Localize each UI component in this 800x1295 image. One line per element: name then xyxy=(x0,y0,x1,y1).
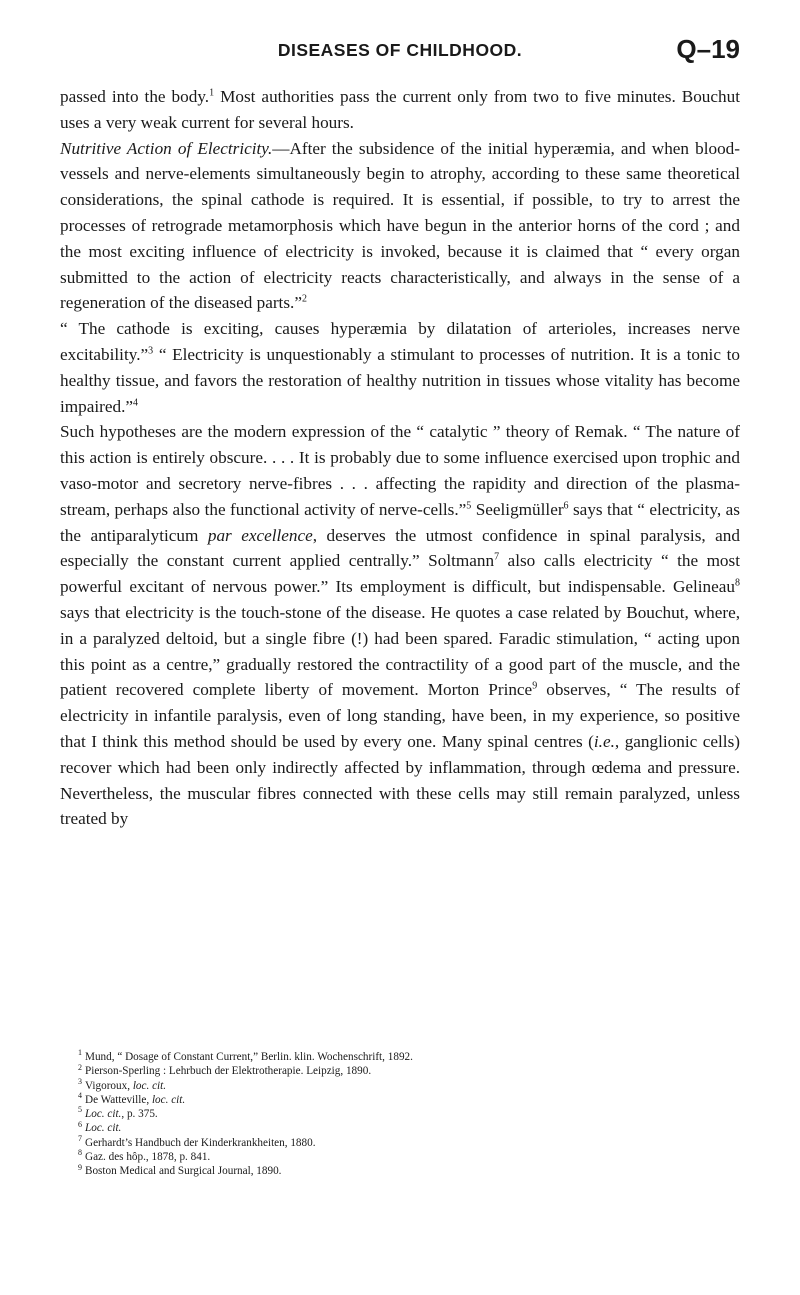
footnote: $^6$ Loc. cit. xyxy=(78,1119,122,1135)
footnote: $^1$ Mund, “ Dosage of Constant Current,” Berlin. klin. Wochenschrift, 1892. xyxy=(78,1048,413,1063)
footnote: $^2$ Pierson-Sperling : Lehrbuch der Elektrotherapie. Leipzig, 1890. xyxy=(78,1062,372,1078)
footnotes xyxy=(78,1050,738,1179)
page-header xyxy=(60,34,740,74)
paragraph-1: passed into the body.$^1$ Most authorities pass the current only from two to five minutes. Bouchut uses a very weak current for several hours. xyxy=(60,87,740,132)
body-text xyxy=(60,84,740,832)
page-number: Q–19 xyxy=(676,34,740,64)
footnote: $^4$ De Watteville, loc. cit. xyxy=(78,1091,186,1106)
footnote: $^7$ Gerhardt’s Handbuch der Kinderkrankheiten, 1880. xyxy=(78,1134,316,1149)
footnote-ref: 1 xyxy=(209,87,215,99)
section-title: Nutritive Action of Electricity. xyxy=(60,138,273,158)
footnote-ref: 4 xyxy=(133,396,139,408)
footnote: $^9$ Boston Medical and Surgical Journal, 1890. xyxy=(78,1162,282,1178)
paragraph-4: Such hypotheses are the modern expression of the “ catalytic ” theory of Remak. “ The nature of this action is entirely obscure. . . . It is probably due to some influence exercised upon trophic and vaso-motor and secretory nerve-fibres . . . affecting the rapidity and direction of the plasma-stream, perhaps also the functional activity of nerve-cells.”$^5$ Seeligmüller$^6$ says that “ electricity, as the antiparalyticum par excellence, deserves the utmost confidence in spinal paralysis, and especially the constant current applied centrally.” Soltmann$^7$ also calls electricity “ the most powerful excitant of nervous power.” Its employment is difficult, but indispensable. Gelineau$^8$ says that electricity is the touch-stone of the disease. He quotes a case related by Bouchut, where, in a paralyzed deltoid, but a single fibre (!) had been spared. Faradic stimulation, “ acting upon this point as a centre,” gradually restored the contractility of a good part of the muscle, and the patient recovered complete liberty of movement. Morton Prince$^9$ observes, “ The results of electricity in infantile paralysis, even of long standing, have been, in my experience, so positive that I think this method should be used by every one. Many spinal centres (i.e., ganglionic cells) recover which had been only indirectly affected by inflammation, through œdema and pressure. Nevertheless, the muscular fibres connected with these cells may still remain paralyzed, unless treated by xyxy=(60,422,741,829)
footnote-ref: 2 xyxy=(301,293,307,305)
footnote-ref: 8 xyxy=(735,577,740,589)
footnote: $^3$ Vigoroux, loc. cit. xyxy=(78,1076,167,1092)
footnote-ref: 3 xyxy=(148,345,154,357)
footnote: $^8$ Gaz. des hôp., 1878, p. 841. xyxy=(78,1148,211,1164)
footnote-ref: 7 xyxy=(494,551,500,563)
running-title: DISEASES OF CHILDHOOD. xyxy=(277,40,523,60)
paragraph-2: Nutritive Action of Electricity.—After the subsidence of the initial hyperæmia, and when blood-vessels and nerve-elements simultaneously begin to atrophy, according to these same theoretical considerations, the spinal cathode is required. It is essential, if possible, to try to arrest the processes of retrograde metamorphosis which have begun in the anterior horns of the cord ; and the most exciting influence of electricity is invoked, because it is claimed that “ every organ submitted to the action of electricity reacts characteristically, and always in the sense of a regeneration of the diseased parts.”$^2$ xyxy=(60,138,740,313)
footnote-ref: 6 xyxy=(563,500,569,512)
footnote: $^5$ Loc. cit., p. 375. xyxy=(78,1105,158,1121)
footnote-ref: 9 xyxy=(532,680,538,692)
paragraph-3: “ The cathode is exciting, causes hyperæmia by dilatation of arterioles, increases nerve excitability.”$^3$ “ Electricity is unquestionably a stimulant to processes of nutrition. It is a tonic to healthy tissue, and favors the restoration of healthy nutrition in tissues whose vitality has become impaired.”$^4$ xyxy=(60,319,740,416)
footnote-ref: 5 xyxy=(466,500,472,512)
